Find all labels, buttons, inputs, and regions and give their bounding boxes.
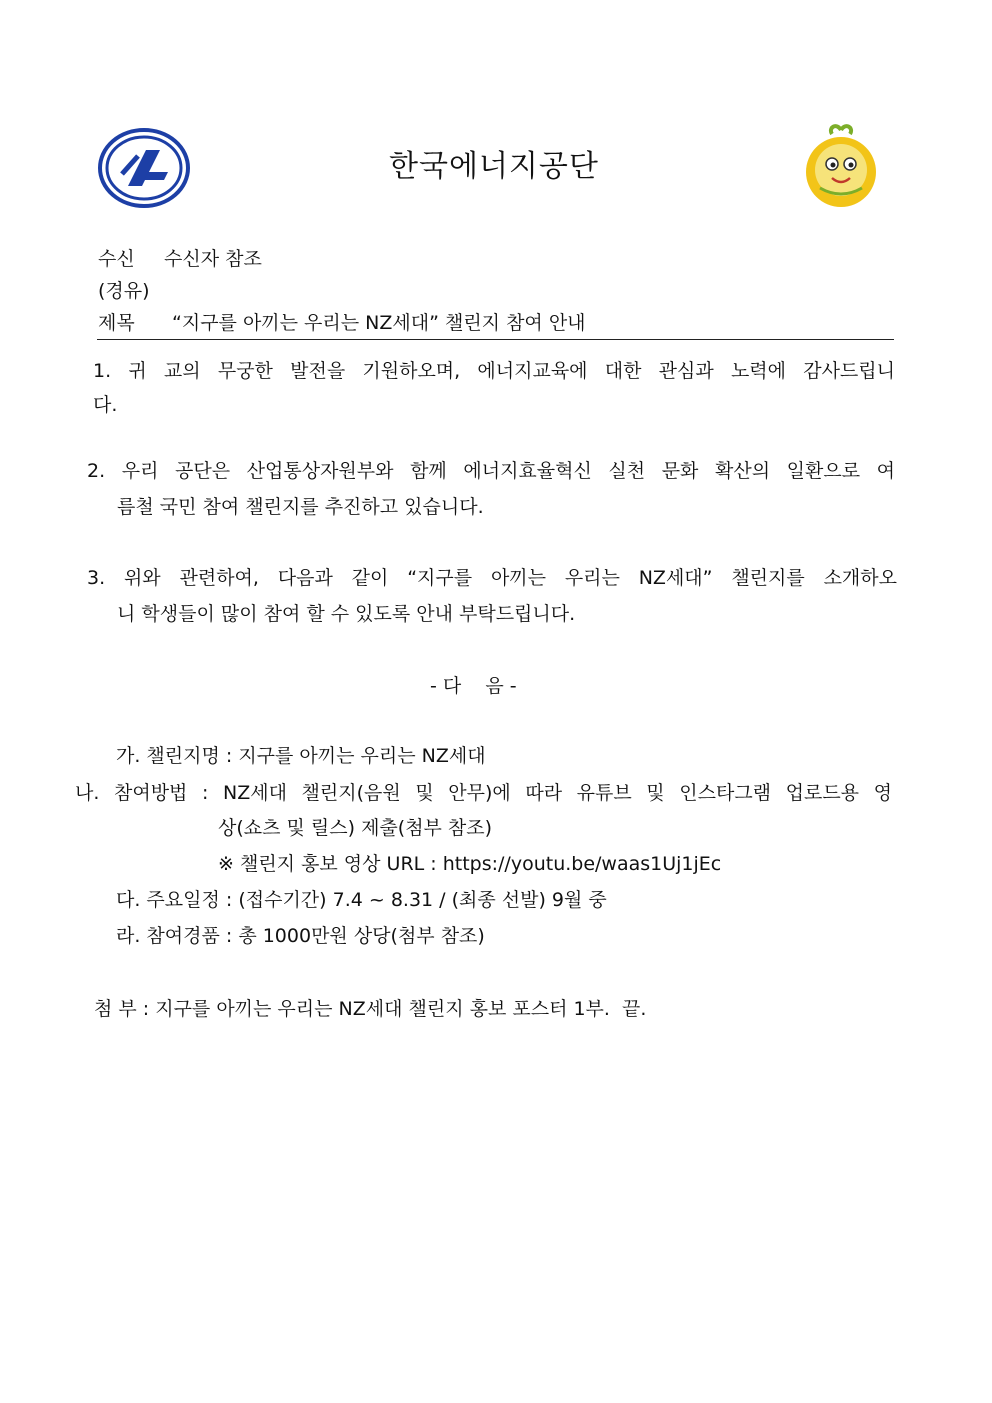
attachment-line: 첨 부 : 지구를 아끼는 우리는 NZ세대 챌린지 홍보 포스터 1부. 끝. xyxy=(94,998,647,1020)
item-participation-method-line-1: 나. 참여방법 : NZ세대 챌린지(음원 및 안무)에 따라 유튜브 및 인스타그램 업로드용 영 xyxy=(75,782,892,804)
organization-title: 한국에너지공단 xyxy=(389,149,599,184)
paragraph-3-line-2: 니 학생들이 많이 참여 할 수 있도록 안내 부탁드립니다. xyxy=(117,603,576,625)
notice-heading: - 다 음 - xyxy=(430,675,517,697)
subject-label: 제목 xyxy=(98,312,135,334)
paragraph-1-line-2: 다. xyxy=(93,394,118,416)
recipient-label: 수신 xyxy=(98,248,135,270)
item-promo-video-url[interactable]: ※ 챌린지 홍보 영상 URL : https://youtu.be/waas1Uj1jEc xyxy=(218,853,722,875)
paragraph-1-line-1: 1. 귀 교의 무궁한 발전을 기원하오며, 에너지교육에 대한 관심과 노력에 감사드립니 xyxy=(93,360,895,382)
recipient-value: 수신자 참조 xyxy=(164,248,262,270)
energy-agency-logo-icon xyxy=(98,128,190,208)
via-label: (경유) xyxy=(98,280,150,302)
paragraph-3-line-1: 3. 위와 관련하여, 다음과 같이 “지구를 아끼는 우리는 NZ세대” 챌린지를 소개하오 xyxy=(87,567,897,589)
item-challenge-name: 가. 챌린지명 : 지구를 아끼는 우리는 NZ세대 xyxy=(116,745,486,767)
item-schedule: 다. 주요일정 : (접수기간) 7.4 ~ 8.31 / (최종 선발) 9월 중 xyxy=(116,889,607,911)
subject-value: “지구를 아끼는 우리는 NZ세대” 챌린지 참여 안내 xyxy=(172,312,586,334)
item-prizes: 라. 참여경품 : 총 1000만원 상당(첨부 참조) xyxy=(116,925,485,947)
paragraph-2-line-1: 2. 우리 공단은 산업통상자원부와 함께 에너지효율혁신 실천 문화 확산의 일환으로 여 xyxy=(87,460,895,482)
paragraph-2-line-2: 름철 국민 참여 챌린지를 추진하고 있습니다. xyxy=(117,496,484,518)
subject-divider xyxy=(97,339,894,340)
mascot-logo-icon xyxy=(802,124,880,210)
item-participation-method-line-2: 상(쇼츠 및 릴스) 제출(첨부 참조) xyxy=(218,817,493,839)
